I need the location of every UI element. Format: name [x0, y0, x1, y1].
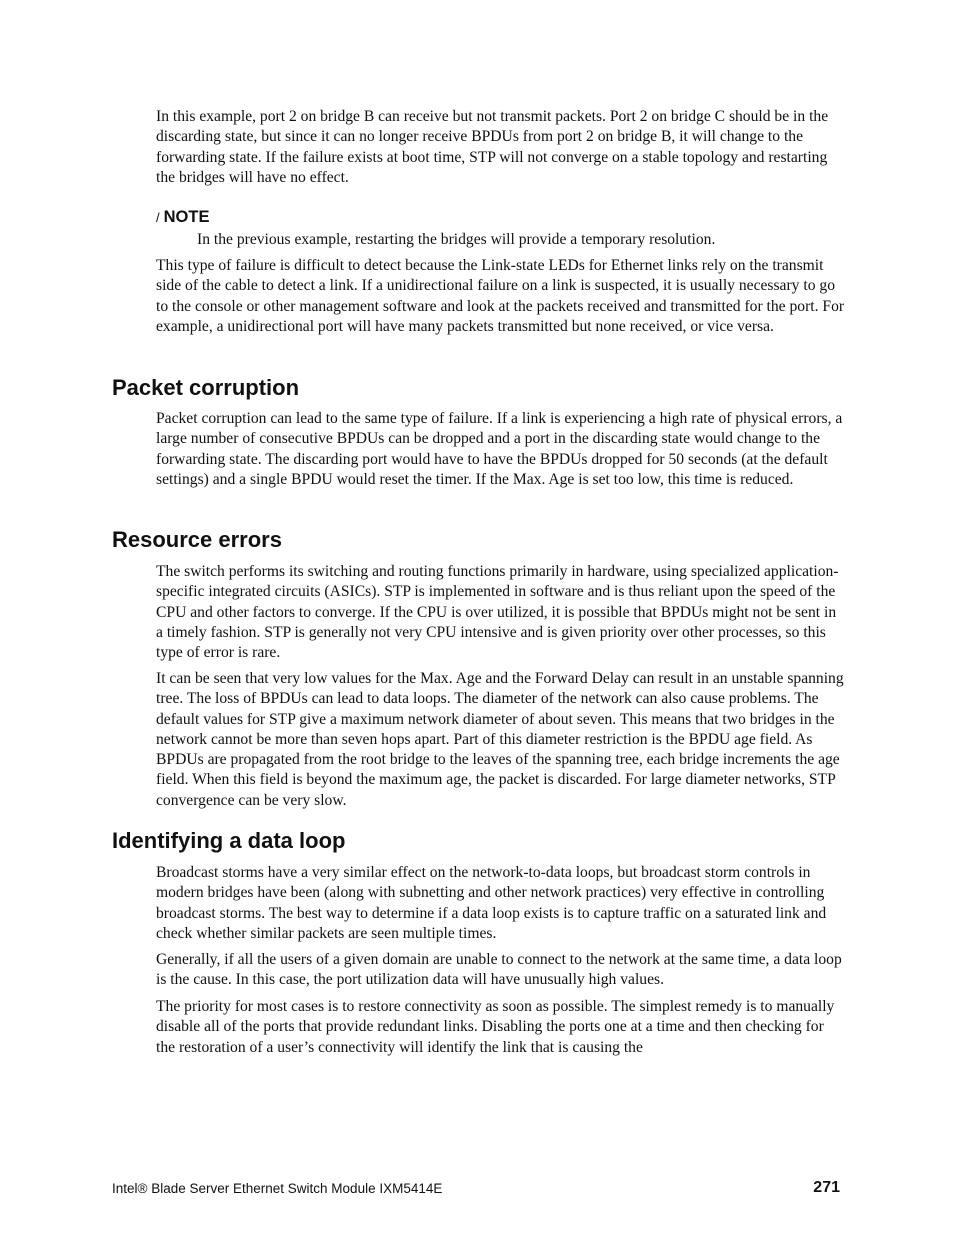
data-loop-paragraph-3: The priority for most cases is to restore connectivity as soon as possible. The simplest remedy is to manually disable all of the ports that provide redundant links. Disabling the ports one at a time and then checking for the restoration of a user’s connectivity will identify the link that is causing the	[156, 998, 835, 1056]
heading-identifying-data-loop: Identifying a data loop	[112, 828, 346, 853]
heading-resource-errors: Resource errors	[112, 527, 282, 552]
note-label-text: NOTE	[163, 208, 210, 226]
note-label	[156, 207, 209, 228]
intro-paragraph-1: In this example, port 2 on bridge B can receive but not transmit packets. Port 2 on bridge C should be in the discarding state, but since it can no longer receive BPDUs from port 2 on bridge B, it will change to the forwarding state. If the failure exists at boot time, STP will not converge on a stable topology and restarting the bridges will have no effect.	[156, 108, 829, 186]
intro-paragraph-2: This type of failure is difficult to detect because the Link-state LEDs for Ethernet links rely on the transmit side of the cable to detect a link. If a unidirectional failure on a link is suspected, it is usually necessary to go to the console or other management software and look at the packets received and transmitted for the port. For example, a unidirectional port will have many packets transmitted but none received, or vice versa.	[156, 257, 845, 335]
note-text: In the previous example, restarting the bridges will provide a temporary resolution.	[197, 231, 716, 248]
data-loop-paragraph-2: Generally, if all the users of a given domain are unable to connect to the network at the same time, a data loop is the cause. In this case, the port utilization data will have unusually high values.	[156, 951, 842, 989]
data-loop-paragraph-1: Broadcast storms have a very similar effect on the network-to-data loops, but broadcast storm controls in modern bridges have been (along with subnetting and other network practices) very effective in controlling broadcast storms. The best way to determine if a data loop exists is to capture traffic on a saturated link and check whether similar packets are seen multiple times.	[156, 864, 827, 942]
note-marker: /	[156, 210, 160, 225]
footer-document-title: Intel® Blade Server Ethernet Switch Module IXM5414E	[112, 1181, 443, 1196]
resource-errors-paragraph-2: It can be seen that very low values for the Max. Age and the Forward Delay can result in an unstable spanning tree. The loss of BPDUs can lead to data loops. The diameter of the network can also cause problems. The default values for STP give a maximum network diameter of about seven. This means that two bridges in the network cannot be more than seven hops apart. Part of this diameter restriction is the BPDU age field. As BPDUs are propagated from the root bridge to the leaves of the spanning tree, each bridge increments the age field. When this field is beyond the maximum age, the packet is discarded. For large diameter networks, STP convergence can be very slow.	[156, 670, 844, 809]
footer-page-number: 271	[813, 1179, 840, 1196]
resource-errors-paragraph-1: The switch performs its switching and routing functions primarily in hardware, using specialized application-specific integrated circuits (ASICs). STP is implemented in software and is thus reliant upon the speed of the CPU and other factors to converge. If the CPU is over utilized, it is possible that BPDUs might not be sent in a timely fashion. STP is generally not very CPU intensive and is given priority over other processes, so this type of error is rare.	[156, 563, 839, 662]
heading-packet-corruption: Packet corruption	[112, 375, 300, 400]
packet-corruption-paragraph-1: Packet corruption can lead to the same type of failure. If a link is experiencing a high rate of physical errors, a large number of consecutive BPDUs can be dropped and a port in the discarding state would change to the forwarding state. The discarding port would have to have the BPDUs dropped for 50 seconds (at the default settings) and a single BPDU would reset the timer. If the Max. Age is set too low, this time is reduced.	[156, 410, 843, 488]
